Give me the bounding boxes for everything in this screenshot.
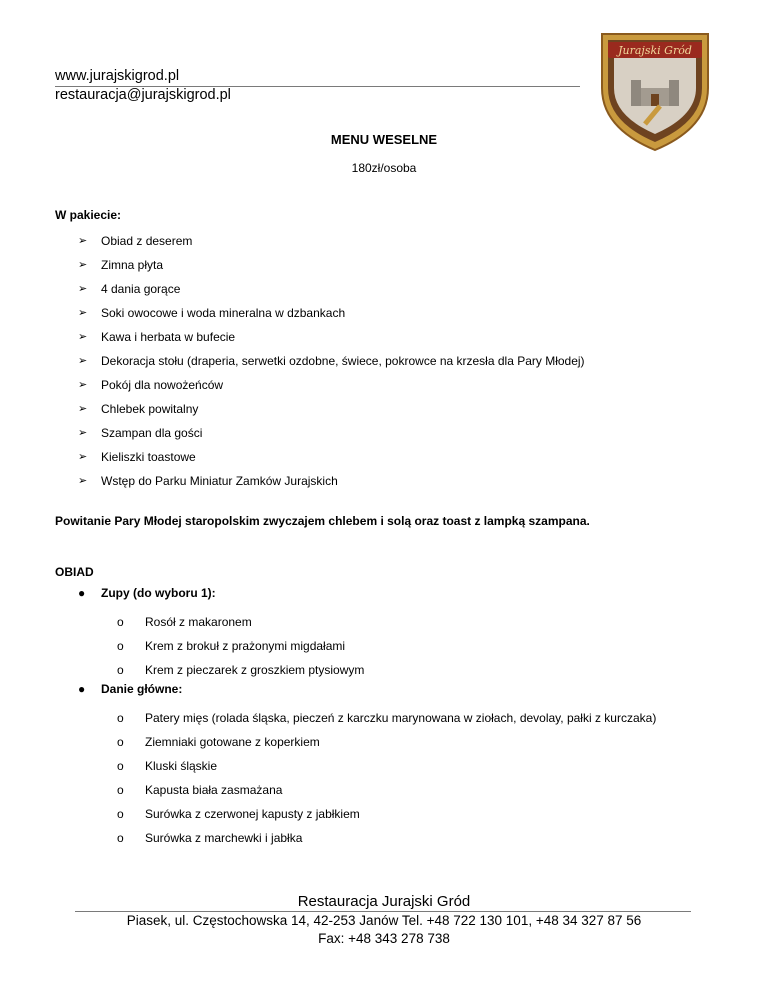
arrow-bullet-icon: ➢ bbox=[78, 475, 88, 487]
footer-fax: Fax: +48 343 278 738 bbox=[318, 931, 450, 946]
footer-restaurant-name: Restauracja Jurajski Gród bbox=[297, 893, 471, 910]
list-item: o Rosół z makaronem bbox=[117, 610, 364, 634]
list-item: o Kapusta biała zasmażana bbox=[117, 778, 656, 802]
list-item: ➢ Pokój dla nowożeńców bbox=[78, 373, 585, 397]
arrow-bullet-icon: ➢ bbox=[78, 451, 88, 463]
list-item: o Kluski śląskie bbox=[117, 754, 656, 778]
list-item: ➢ Dekoracja stołu (draperia, serwetki ozdobne, świece, pokrowce na krzesła dla Pary Młodej) bbox=[78, 349, 585, 373]
arrow-bullet-icon: ➢ bbox=[78, 235, 88, 247]
arrow-bullet-icon: ➢ bbox=[78, 307, 88, 319]
list-item: ➢ Kieliszki toastowe bbox=[78, 445, 585, 469]
logo-text: Jurajski Gród bbox=[618, 44, 692, 57]
package-heading: W pakiecie: bbox=[55, 208, 122, 222]
email-link[interactable]: restauracja@jurajskigrod.pl bbox=[55, 87, 231, 103]
circle-bullet-icon: o bbox=[117, 735, 124, 749]
circle-bullet-icon: o bbox=[117, 615, 124, 629]
list-item: o Patery mięs (rolada śląska, pieczeń z karczku marynowana w ziołach, devolay, pałki z kurczaka) bbox=[117, 706, 656, 730]
header-divider bbox=[55, 86, 580, 87]
circle-bullet-icon: o bbox=[117, 807, 124, 821]
soups-category bbox=[78, 586, 216, 600]
arrow-bullet-icon: ➢ bbox=[78, 331, 88, 343]
circle-bullet-icon: o bbox=[117, 711, 124, 725]
website-link[interactable]: www.jurajskigrod.pl bbox=[55, 68, 180, 84]
footer-address-line: Piasek, ul. Częstochowska 14, 42-253 Janów Tel. +48 722 130 101, +48 34 327 87 56 bbox=[126, 913, 642, 928]
list-item: o Krem z pieczarek z groszkiem ptysiowym bbox=[117, 658, 364, 682]
package-list bbox=[78, 229, 585, 493]
circle-bullet-icon: o bbox=[117, 759, 124, 773]
footer-address bbox=[0, 912, 768, 948]
welcome-note: Powitanie Pary Młodej staropolskim zwyczajem chlebem i solą oraz toast z lampką szampana. bbox=[55, 514, 590, 528]
arrow-bullet-icon: ➢ bbox=[78, 403, 88, 415]
main-course-category bbox=[78, 682, 182, 696]
list-item: ➢ Zimna płyta bbox=[78, 253, 585, 277]
main-course-list bbox=[117, 706, 656, 850]
list-item: ➢ Kawa i herbata w bufecie bbox=[78, 325, 585, 349]
menu-title: MENU WESELNE bbox=[330, 132, 438, 147]
circle-bullet-icon: o bbox=[117, 663, 124, 677]
list-item: o Surówka z marchewki i jabłka bbox=[117, 826, 656, 850]
bullet-dot-icon: ● bbox=[78, 586, 86, 600]
list-item: o Ziemniaki gotowane z koperkiem bbox=[117, 730, 656, 754]
menu-price: 180zł/osoba bbox=[351, 161, 417, 175]
arrow-bullet-icon: ➢ bbox=[78, 355, 88, 367]
list-item: o Krem z brokuł z prażonymi migdałami bbox=[117, 634, 364, 658]
soups-list bbox=[117, 610, 364, 682]
arrow-bullet-icon: ➢ bbox=[78, 379, 88, 391]
obiad-heading: OBIAD bbox=[55, 565, 94, 579]
arrow-bullet-icon: ➢ bbox=[78, 283, 88, 295]
list-item: ➢ Soki owocowe i woda mineralna w dzbankach bbox=[78, 301, 585, 325]
list-item: ➢ Szampan dla gości bbox=[78, 421, 585, 445]
arrow-bullet-icon: ➢ bbox=[78, 259, 88, 271]
soups-label: Zupy (do wyboru 1): bbox=[101, 586, 216, 600]
list-item: o Surówka z czerwonej kapusty z jabłkiem bbox=[117, 802, 656, 826]
circle-bullet-icon: o bbox=[117, 831, 124, 845]
arrow-bullet-icon: ➢ bbox=[78, 427, 88, 439]
list-item: ➢ Wstęp do Parku Miniatur Zamków Jurajskich bbox=[78, 469, 585, 493]
list-item: ➢ 4 dania gorące bbox=[78, 277, 585, 301]
list-item: ➢ Obiad z deserem bbox=[78, 229, 585, 253]
list-item: ➢ Chlebek powitalny bbox=[78, 397, 585, 421]
circle-bullet-icon: o bbox=[117, 639, 124, 653]
main-course-label: Danie główne: bbox=[101, 682, 183, 696]
bullet-dot-icon: ● bbox=[78, 682, 86, 696]
circle-bullet-icon: o bbox=[117, 783, 124, 797]
